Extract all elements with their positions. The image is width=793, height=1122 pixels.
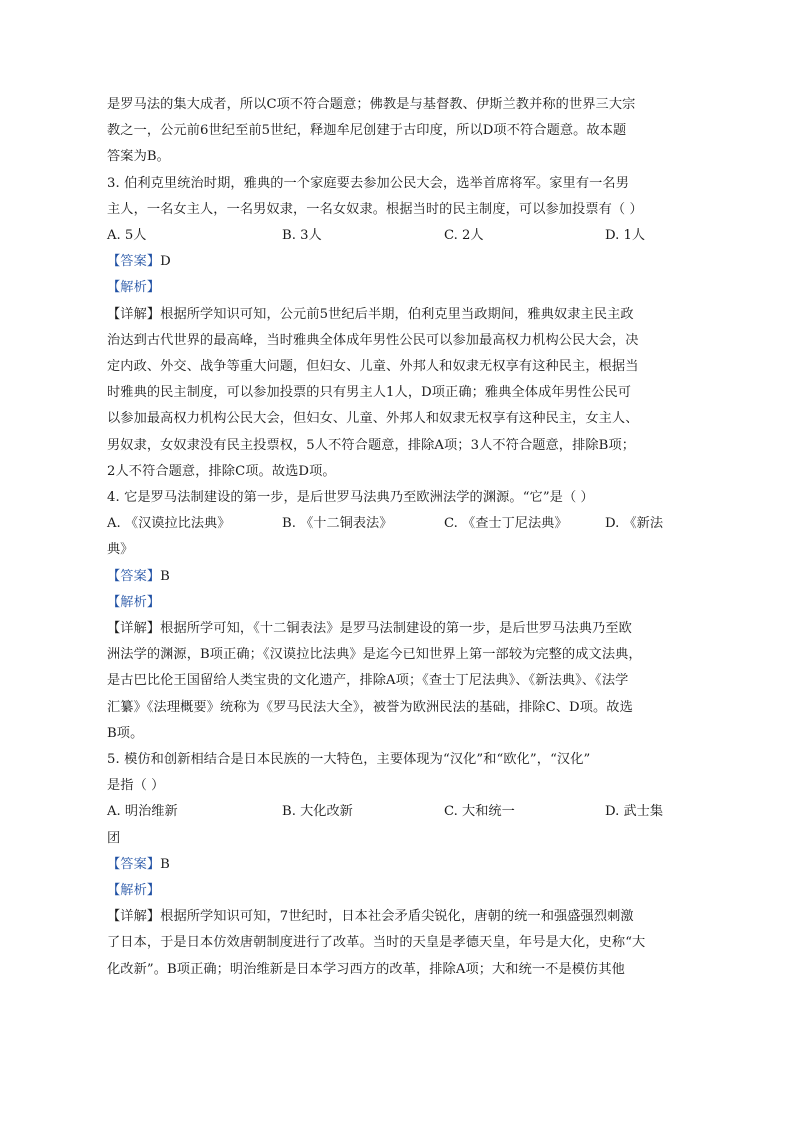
q3-stem: 3. 伯利克里统治时期，雅典的一个家庭要去参加公民大会，选举首席将军。家里有一名男 [107,175,629,191]
q3-option-c: C. 2人 [444,228,484,244]
document-page [107,92,687,983]
q3-option-b: B. 3人 [282,228,322,244]
q5-options [107,799,687,825]
q4-stem: 4. 它是罗马法制建设的第一步，是后世罗马法典乃至欧洲法学的渊源。“它”是（ ） [107,490,594,506]
detail-line: 了日本，于是日本仿效唐朝制度进行了改革。当时的天皇是孝德天皇，年号是大化，史称“大 [107,935,646,951]
answer-tag: 【答案】 [107,856,161,872]
q4-option-d: D. 《新法 [605,516,664,532]
q4-option-b: B. 《十二铜表法》 [282,516,393,532]
q5-stem: 5. 模仿和创新相结合是日本民族的一大特色，主要体现为“汉化”和“欧化”，“汉化” [107,752,591,768]
detail-tag: 【详解】 [107,306,161,322]
q5-analysis [107,878,687,904]
detail-line: 是古巴比伦王国留给人类宝贵的文化遗产，排除A项；《查士丁尼法典》、《新法典》、《法学 [107,673,629,689]
q5-detail [107,904,687,930]
q5-option-wrap: 团 [107,830,121,846]
detail-tag: 【详解】 [107,909,161,925]
q4-options [107,511,687,537]
q5-stem: 是指（ ） [107,778,165,794]
q4-detail [107,616,687,642]
q4-answer [107,564,687,590]
detail-line: 2人不符合题意，排除C项。故选D项。 [107,463,336,479]
q4-analysis [107,590,687,616]
detail-line: 根据所学知识可知，7世纪时，日本社会矛盾尖锐化，唐朝的统一和强盛强烈刺激 [160,909,634,925]
q5-answer [107,852,687,878]
q5-option-c: C. 大和统一 [444,804,515,820]
q4-option-a: A. 《汉谟拉比法典》 [107,516,231,532]
analysis-tag: 【解析】 [107,594,161,610]
q3-answer [107,249,687,275]
q4-option-wrap: 典》 [107,542,134,558]
detail-line: 治达到古代世界的最高峰，当时雅典全体成年男性公民可以参加最高权力机构公民大会，决 [107,332,639,348]
q3-options [107,223,687,249]
intro-line: 答案为B。 [107,149,170,165]
detail-line: 洲法学的渊源，B项正确；《汉谟拉比法典》是迄今已知世界上第一部较为完整的成文法典， [107,647,642,663]
detail-line: 以参加最高权力机构公民大会，但妇女、儿童、外邦人和奴隶无权享有这种民主，女主人、 [107,411,639,427]
detail-line: 化改新”。B项正确；明治维新是日本学习西方的改革，排除A项；大和统一不是模仿其他 [107,961,625,977]
intro-line: 是罗马法的集大成者，所以C项不符合题意；佛教是与基督教、伊斯兰教并称的世界三大宗 [107,97,636,112]
intro-line: 教之一，公元前6世纪至前5世纪，释迦牟尼创建于古印度，所以D项不符合题意。故本题 [107,123,627,139]
answer-tag: 【答案】 [107,254,161,270]
q3-detail [107,302,687,328]
answer-tag: 【答案】 [107,568,161,584]
q3-analysis [107,275,687,301]
q3-option-a: A. 5人 [107,228,147,244]
analysis-tag: 【解析】 [107,280,161,296]
detail-line: 时雅典的民主制度，可以参加投票的只有男主人1人，D项正确；雅典全体成年男性公民可 [107,385,632,401]
answer-value: B [160,856,170,872]
answer-value: D [160,254,171,270]
q5-option-d: D. 武士集 [605,804,664,820]
detail-line: 定内政、外交、战争等重大问题，但妇女、儿童、外邦人和奴隶无权享有这种民主，根据当 [107,359,639,375]
q3-stem: 主人，一名女主人，一名男奴隶，一名女奴隶。根据当时的民主制度，可以参加投票有（ ） [107,201,643,217]
detail-line: 男奴隶，女奴隶没有民主投票权，5人不符合题意，排除A项；3人不符合题意，排除B项； [107,437,636,453]
q5-option-a: A. 明治维新 [107,804,178,820]
q5-option-b: B. 大化改新 [282,804,353,820]
answer-value: B [160,568,170,584]
analysis-tag: 【解析】 [107,883,161,899]
q4-option-c: C. 《查士丁尼法典》 [444,516,568,532]
detail-line: 根据所学可知，《十二铜表法》是罗马法制建设的第一步，是后世罗马法典乃至欧 [160,621,632,637]
q3-option-d: D. 1人 [605,228,646,244]
detail-line: 汇纂》《法理概要》统称为《罗马民法大全》，被誉为欧洲民法的基础，排除C、D项。故选 [107,699,633,715]
detail-line: 根据所学知识可知，公元前5世纪后半期，伯利克里当政期间，雅典奴隶主民主政 [160,306,634,322]
detail-line: B项。 [107,725,144,741]
detail-tag: 【详解】 [107,621,161,637]
